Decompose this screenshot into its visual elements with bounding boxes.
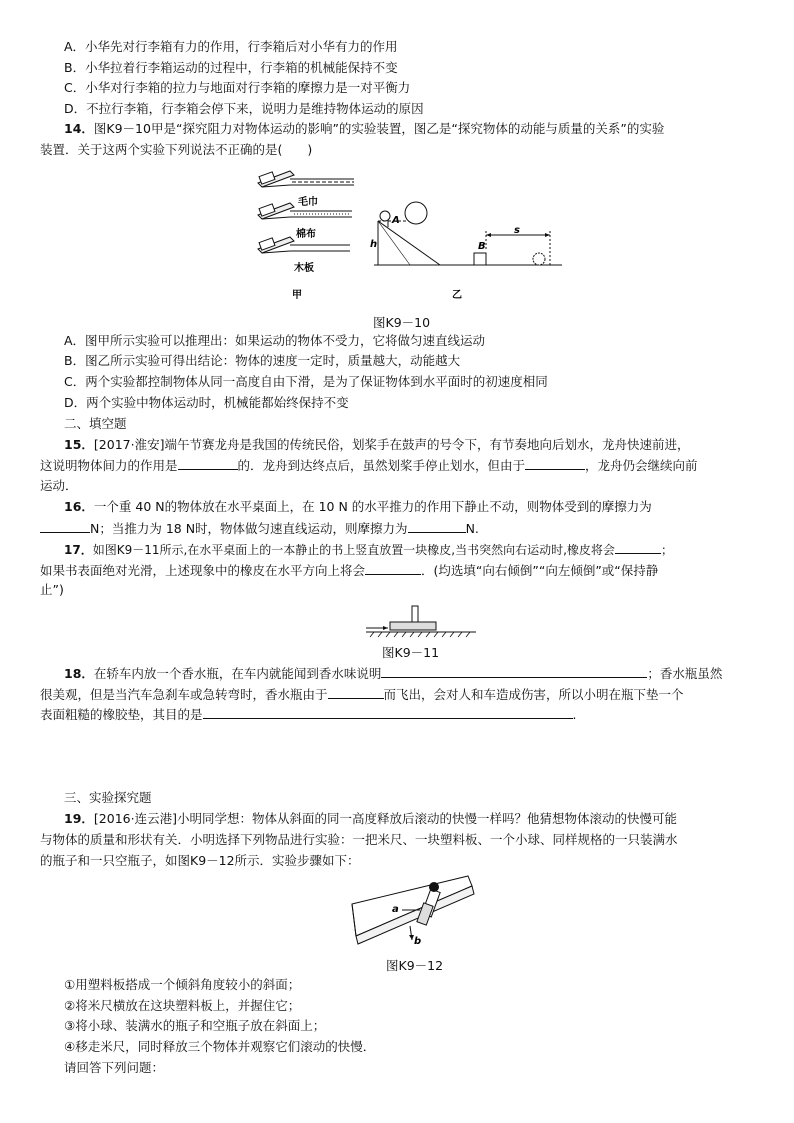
label-B: B — [478, 241, 486, 252]
q16-line1 — [64, 498, 652, 516]
ramp-towel — [258, 171, 354, 187]
q18-text-1a: 在轿车内放一个香水瓶，在车内就能闻到香水味说明 — [93, 666, 382, 681]
q19-line3: 的瓶子和一只空瓶子，如图K9－12所示．实验步骤如下： — [40, 853, 360, 868]
label-yi: 乙 — [452, 290, 462, 301]
q18-text-2b: 而飞出，会对人和车造成伤害，所以小明在瓶下垫一个 — [383, 687, 684, 702]
q19-step-3: ③将小球、装满水的瓶子和空瓶子放在斜面上； — [64, 1018, 326, 1033]
label-jia: 甲 — [292, 290, 302, 301]
label-h: h — [370, 239, 378, 250]
q19-prompt: 请回答下列问题： — [64, 1060, 165, 1075]
q19-text-1: [2016·连云港]小明同学想：物体从斜面的同一高度释放后滚动的快慢一样吗？他猜想物体滚动的快慢可能 — [93, 811, 677, 826]
q16-number: 16． — [64, 499, 94, 514]
q18-blank-3[interactable] — [203, 705, 573, 719]
q16-text-2b: N. — [465, 521, 479, 536]
q16-blank-2[interactable] — [408, 519, 466, 533]
q17-text-2a: 如果书表面绝对光滑，上述现象中的橡皮在水平方向上将会 — [40, 563, 366, 578]
q14-option-d: D．两个实验中物体运动时，机械能都始终保持不变 — [64, 395, 349, 410]
q18-line2 — [40, 685, 684, 704]
q18-text-1b: ；香水瓶虽然 — [647, 666, 723, 681]
q14-number: 14． — [64, 121, 94, 136]
q15-text-2b: 的．龙舟到达终点后，虽然划桨手停止划水，但由于 — [237, 458, 526, 473]
q17-number: 17． — [64, 543, 93, 557]
q19-step-4: ④移走米尺，同时释放三个物体并观察它们滚动的快慢． — [64, 1039, 376, 1054]
q15-text-1: [2017·淮安]端午节赛龙舟是我国的传统民俗，划桨手在鼓声的号令下，有节奏地向后划水，龙舟快速前进， — [93, 437, 690, 452]
q15-line3: 运动． — [40, 478, 78, 493]
q18-line1 — [64, 664, 722, 683]
q17-text-1b: ； — [660, 543, 673, 557]
q19-line2: 与物体的质量和形状有关．小明选择下列物品进行实验：一把米尺、一块塑料板、一个小球、同样规格的一只装满水 — [40, 832, 678, 847]
q17-blank-2[interactable] — [365, 561, 421, 575]
ramp-apparatus — [374, 202, 562, 265]
label-cotton: 棉布 — [296, 229, 316, 240]
q17-text-2b: ．(均选填“向右倾倒”“向左倾倒”或“保持静 — [421, 563, 659, 578]
label-s: s — [514, 225, 520, 236]
q15-line1 — [64, 436, 689, 454]
q14-option-a: A．图甲所示实验可以推理出：如果运动的物体不受力，它将做匀速直线运动 — [64, 333, 486, 348]
label-towel: 毛巾 — [298, 197, 318, 208]
q18-blank-2[interactable] — [328, 685, 384, 699]
q16-text-1: 一个重 40 N的物体放在水平桌面上，在 10 N 的水平推力的作用下静止不动，则物体受到的摩擦力为 — [93, 499, 652, 514]
q18-text-3a: 表面粗糙的橡胶垫，其目的是 — [40, 707, 203, 722]
label-a: a — [392, 904, 399, 915]
q15-text-2a: 这说明物体间力的作用是 — [40, 458, 178, 473]
figure-k9-12 — [350, 874, 480, 950]
q14-option-c: C．两个实验都控制物体从同一高度自由下滑，是为了保证物体到水平面时的初速度相同 — [64, 374, 548, 389]
q17-line3: 止”) — [40, 582, 64, 597]
q15-blank-2[interactable] — [525, 456, 585, 470]
q16-line2 — [40, 519, 479, 538]
q13-option-c: C．小华对行李箱的拉力与地面对行李箱的摩擦力是一对平衡力 — [64, 80, 411, 95]
q16-text-2a: N；当推力为 18 N时，物体做匀速直线运动，则摩擦力为 — [90, 521, 408, 536]
label-wood: 木板 — [294, 263, 314, 274]
q14-option-b: B．图乙所示实验可得出结论：物体的速度一定时，质量越大，动能越大 — [64, 353, 461, 368]
figure-k9-10 — [250, 165, 590, 305]
q19-number: 19． — [64, 811, 94, 826]
q13-option-b: B．小华拉着行李箱运动的过程中，行李箱的机械能保持不变 — [64, 60, 398, 75]
q15-line2 — [40, 456, 698, 475]
q18-number: 18． — [64, 666, 94, 681]
figure-k9-11 — [366, 604, 476, 638]
q18-text-3b: . — [572, 707, 577, 722]
q14-line2: 装置．关于这两个实验下列说法不正确的是( ) — [40, 142, 313, 157]
q13-option-a: A．小华先对行李箱有力的作用，行李箱后对小华有力的作用 — [64, 39, 398, 54]
figure-caption-k9-11: 图K9－11 — [382, 645, 440, 660]
q17-text-1a: 如图K9－11所示,在水平桌面上的一本静止的书上竖直放置一块橡皮,当书突然向右运动时,橡皮将会 — [92, 543, 615, 557]
section-heading-fill-in: 二、填空题 — [64, 416, 127, 431]
q19-line1 — [64, 810, 677, 828]
q15-blank-1[interactable] — [178, 456, 238, 470]
q13-option-d: D．不拉行李箱，行李箱会停下来，说明力是维持物体运动的原因 — [64, 101, 424, 116]
q19-step-1: ①用塑料板搭成一个倾斜角度较小的斜面； — [64, 977, 301, 992]
q14-text-1: 图K9－10甲是“探究阻力对物体运动的影响”的实验装置，图乙是“探究物体的动能与质量的关系”的实验 — [93, 121, 665, 136]
q17-line1 — [64, 540, 673, 559]
q18-line3 — [40, 705, 577, 724]
q18-text-2a: 很美观，但是当汽车急刹车或急转弯时，香水瓶由于 — [40, 687, 328, 702]
figure-caption-k9-12: 图K9－12 — [386, 958, 444, 973]
q16-blank-1[interactable] — [40, 519, 90, 533]
label-A: A — [392, 215, 400, 226]
q19-step-2: ②将米尺横放在这块塑料板上，并握住它； — [64, 998, 301, 1013]
q15-number: 15． — [64, 437, 94, 452]
q17-line2 — [40, 561, 658, 580]
label-b: b — [414, 936, 422, 947]
q14-line1 — [64, 120, 664, 138]
q17-blank-1[interactable] — [615, 540, 661, 554]
figure-caption-k9-10: 图K9－10 — [373, 315, 431, 330]
q18-blank-1[interactable] — [381, 664, 647, 678]
section-heading-experiment: 三、实验探究题 — [64, 790, 152, 805]
q15-text-2c: ，龙舟仍会继续向前 — [585, 458, 698, 473]
